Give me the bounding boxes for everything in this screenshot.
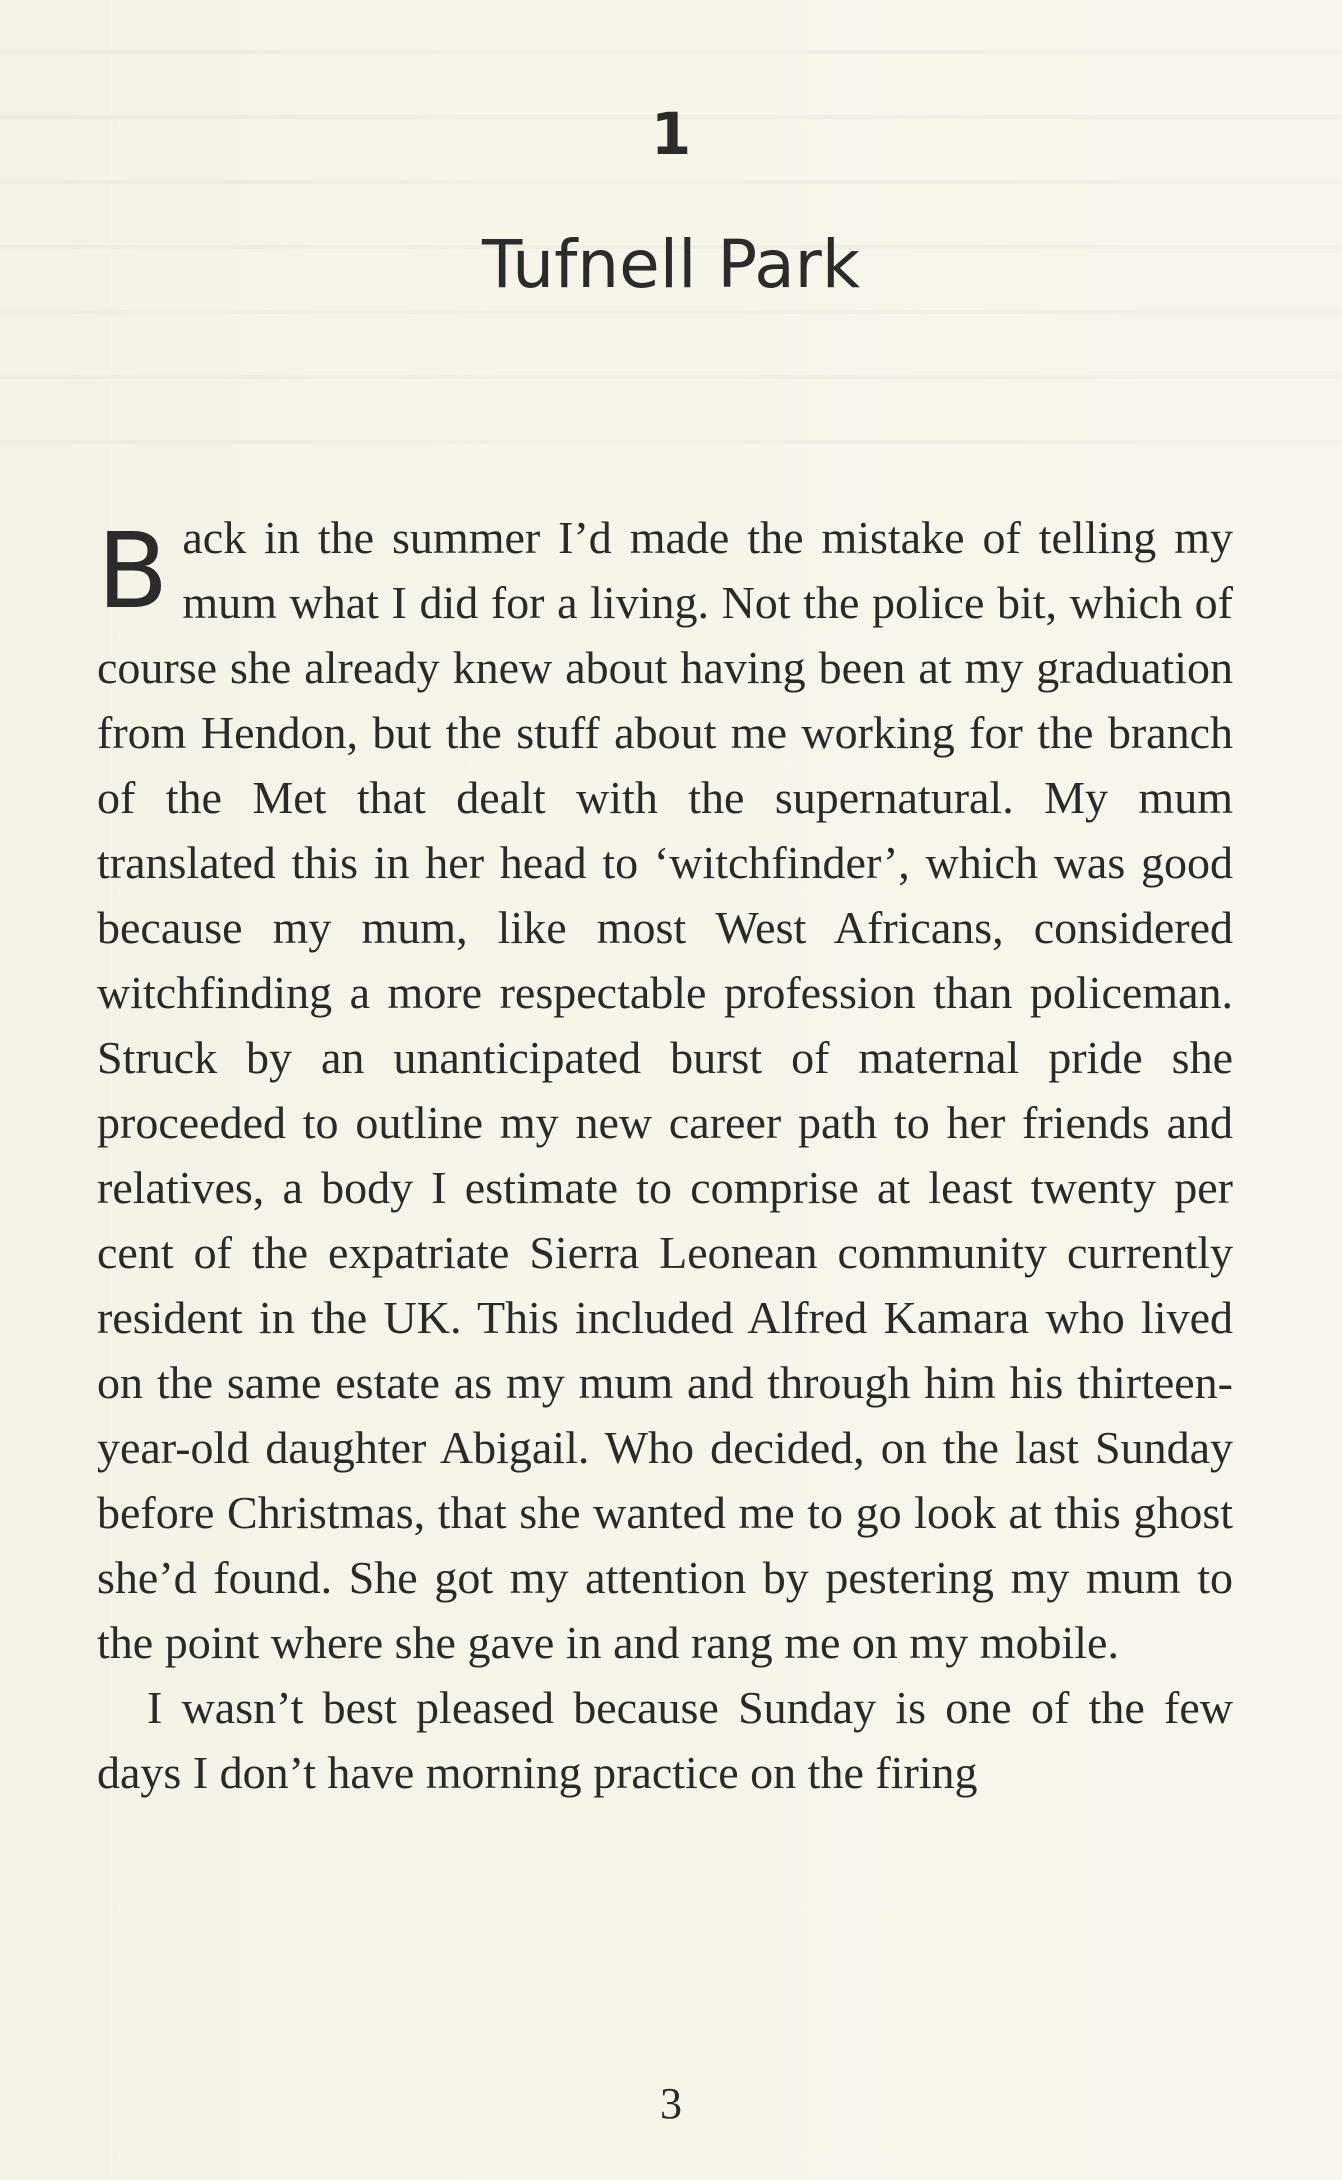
- page-number: 3: [660, 2079, 682, 2128]
- paragraph-1: [97, 505, 1233, 1675]
- paragraph-2: I wasn’t best pleased because Sunday is one of the few days I don’t have morning practice on the firing: [97, 1682, 1233, 1798]
- drop-cap: B: [97, 510, 169, 632]
- chapter-number: 1: [650, 100, 692, 168]
- paragraph-1-text: ack in the summer I’d made the mistake of telling my mum what I did for a living. Not the police bit, which of course she already knew about having been at my graduation from Hendon, but the stuff about me working for the branch of the Met that dealt with the supernatural. My mum translated this in her head to ‘witchfinder’, which was good because my mum, like most West Africans, considered witchfinding a more respectable profession than policeman. Struck by an unanticipated burst of maternal pride she proceeded to outline my new career path to her friends and relatives, a body I estimate to comprise at least twenty per cent of the expatriate Sierra Leonean community currently resident in the UK. This included Alfred Kamara who lived on the same estate as my mum and through him his thirteen-year-old daughter Abigail. Who decided, on the last Sunday before Christmas, that she wanted me to go look at this ghost she’d found. She got my attention by pestering my mum to the point where she gave in and rang me on my mobile.: [97, 512, 1233, 1668]
- chapter-body: [97, 505, 1233, 1805]
- chapter-title: Tufnell Park: [481, 226, 861, 303]
